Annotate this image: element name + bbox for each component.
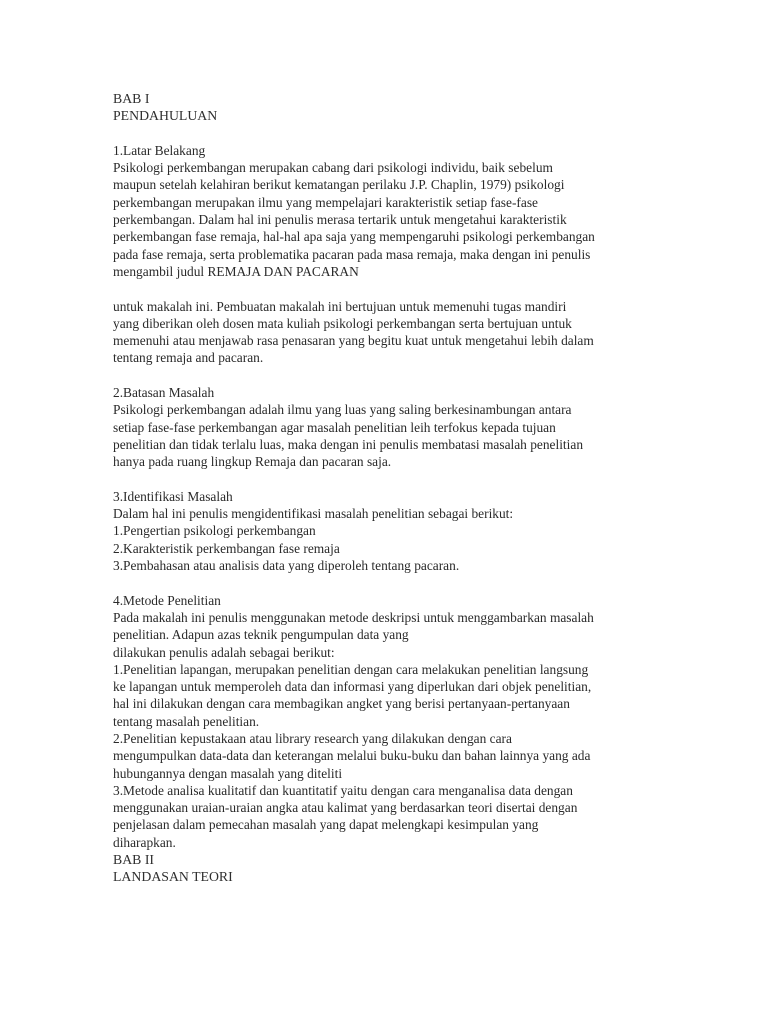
section-heading-metode-penelitian: 4.Metode Penelitian [113,592,221,608]
spacer [113,471,658,488]
list-item-line: tentang masalah penelitian. [113,713,260,729]
paragraph-line: untuk makalah ini. Pembuatan makalah ini bertujuan untuk memenuhi tugas mandiri [113,298,567,314]
paragraph-line: penelitian dan tidak terlalu luas, maka dengan ini penulis membatasi masalah penelitian [113,436,584,452]
paragraph-line: mengambil judul REMAJA DAN PACARAN [113,263,359,279]
chapter-subtitle: PENDAHULUAN [113,108,218,124]
document-page [113,90,658,886]
paragraph-line: dilakukan penulis adalah sebagai berikut: [113,644,335,660]
list-item-line: 1.Penelitian lapangan, merupakan penelitian dengan cara melakukan penelitian langsung [113,661,589,677]
paragraph-line: Dalam hal ini penulis mengidentifikasi masalah penelitian sebagai berikut: [113,506,514,522]
paragraph-line: hanya pada ruang lingkup Remaja dan pacaran saja. [113,454,392,470]
chapter-subtitle: LANDASAN TEORI [113,869,233,885]
paragraph-line: yang diberikan oleh dosen mata kuliah psikologi perkembangan serta bertujuan untuk [113,315,572,331]
paragraph-line: perkembangan. Dalam hal ini penulis merasa tertarik untuk mengetahui karakteristik [113,212,567,228]
paragraph-line: tentang remaja and pacaran. [113,350,264,366]
paragraph-line: penelitian. Adapun azas teknik pengumpulan data yang [113,627,409,643]
list-item-line: hal ini dilakukan dengan cara membagikan angket yang berisi pertanyaan-pertanyaan [113,696,570,712]
list-item-line: 2.Penelitian kepustakaan atau library research yang dilakukan dengan cara [113,730,512,746]
spacer [113,125,658,142]
list-item-line: diharapkan. [113,834,176,850]
paragraph-line: memenuhi atau menjawab rasa penasaran yang begitu kuat untuk mengetahui lebih dalam [113,333,594,349]
section-heading-batasan-masalah: 2.Batasan Masalah [113,385,215,401]
list-item-line: hubungannya dengan masalah yang diteliti [113,765,343,781]
list-item-line: ke lapangan untuk memperoleh data dan informasi yang diperlukan dari objek penelitian, [113,679,592,695]
list-item-line: 3.Metode analisa kualitatif dan kuantitatif yaitu dengan cara menganalisa data dengan [113,782,573,798]
section-heading-identifikasi-masalah: 3.Identifikasi Masalah [113,488,233,504]
list-item-line: mengumpulkan data-data dan keterangan melalui buku-buku dan bahan lainnya yang ada [113,748,591,764]
chapter-title: BAB II [113,852,155,868]
paragraph-line: setiap fase-fase perkembangan agar masalah penelitian leih terfokus kepada tujuan [113,419,556,435]
list-item: 1.Pengertian psikologi perkembangan [113,523,316,539]
paragraph-line: perkembangan merupakan ilmu yang mempelajari karakteristik setiap fase-fase [113,194,538,210]
chapter-title: BAB I [113,91,150,106]
spacer [113,574,658,591]
paragraph-line: Psikologi perkembangan adalah ilmu yang luas yang saling berkesinambungan antara [113,402,572,418]
paragraph-line: maupun setelah kelahiran berikut kematangan perilaku J.P. Chaplin, 1979) psikologi [113,177,565,193]
paragraph-line: perkembangan fase remaja, hal-hal apa saja yang mempengaruhi psikologi perkembangan [113,229,595,245]
list-item: 3.Pembahasan atau analisis data yang diperoleh tentang pacaran. [113,558,460,574]
paragraph-line: Psikologi perkembangan merupakan cabang dari psikologi individu, baik sebelum [113,160,553,176]
spacer [113,367,658,384]
list-item-line: penjelasan dalam pemecahan masalah yang dapat melengkapi kesimpulan yang [113,817,539,833]
paragraph-line: Pada makalah ini penulis menggunakan metode deskripsi untuk menggambarkan masalah [113,609,594,625]
section-heading-latar-belakang: 1.Latar Belakang [113,142,206,158]
list-item: 2.Karakteristik perkembangan fase remaja [113,540,340,556]
spacer [113,280,658,297]
list-item-line: menggunakan uraian-uraian angka atau kalimat yang berdasarkan teori disertai dengan [113,800,578,816]
paragraph-line: pada fase remaja, serta problematika pacaran pada masa remaja, maka dengan ini penulis [113,246,591,262]
